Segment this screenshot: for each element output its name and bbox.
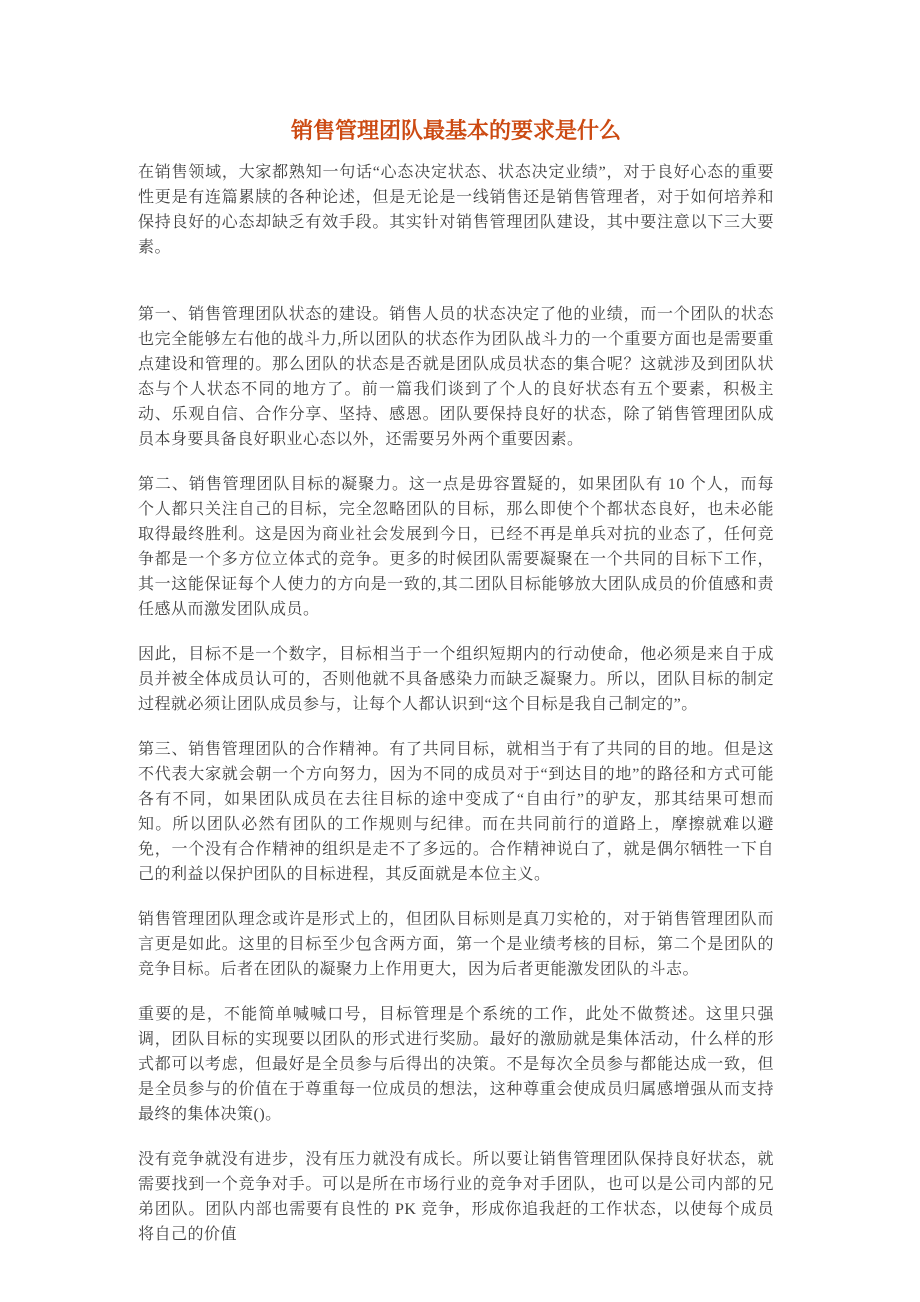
paragraph-point3-cooperation: 第三、销售管理团队的合作精神。有了共同目标，就相当于有了共同的目的地。但是这不代表大家就会朝一个方向努力，因为不同的成员对于“到达目的地”的路径和方式可能各有不同，如果团队成员在去往目标的途中变成了“自由行”的驴友，那其结果可想而知。所以团队必然有团队的工作规则与纪律。而在共同前行的道路上，摩擦就难以避免，一个没有合作精神的组织是走不了多远的。合作精神说白了，就是偶尔牺牲一下自己的利益以保护团队的目标进程，其反面就是本位主义。 xyxy=(138,741,774,883)
paragraph-goal-types: 销售管理团队理念或许是形式上的，但团队目标则是真刀实枪的，对于销售管理团队而言更是如此。这里的目标至少包含两方面，第一个是业绩考核的目标，第二个是团队的竞争目标。后者在团队的凝聚力上作用更大，因为后者更能激发团队的斗志。 xyxy=(138,911,774,978)
paragraph-point1-team-state: 第一、销售管理团队状态的建设。销售人员的状态决定了他的业绩，而一个团队的状态也完全能够左右他的战斗力,所以团队的状态作为团队战斗力的一个重要方面也是需要重点建设和管理的。那么团队的状态是否就是团队成员状态的集合呢？这就涉及到团队状态与个人状态不同的地方了。前一篇我们谈到了个人的良好状态有五个要素，积极主动、乐观自信、合作分享、坚持、感恩。团队要保持良好的状态，除了销售管理团队成员本身要具备良好职业心态以外，还需要另外两个重要因素。 xyxy=(138,306,774,448)
paragraph-intro: 在销售领域，大家都熟知一句话“心态决定状态、状态决定业绩”，对于良好心态的重要性更是有连篇累牍的各种论述，但是无论是一线销售还是销售管理者，对于如何培养和保持良好的心态却缺乏有效手段。其实针对销售管理团队建设，其中要注意以下三大要素。 xyxy=(138,164,774,256)
paragraph-goal-reward: 重要的是，不能简单喊喊口号，目标管理是个系统的工作，此处不做赘述。这里只强调，团队目标的实现要以团队的形式进行奖励。最好的激励就是集体活动，什么样的形式都可以考虑，但最好是全员参与后得出的决策。不是每次全员参与都能达成一致，但是全员参与的价值在于尊重每一位成员的想法，这种尊重会使成员归属感增强从而支持最终的集体决策()。 xyxy=(138,1006,774,1123)
paragraph-goal-mission: 因此，目标不是一个数字，目标相当于一个组织短期内的行动使命，他必须是来自于成员并被全体成员认可的，否则他就不具备感染力而缺乏凝聚力。所以，团队目标的制定过程就必须让团队成员参与，让每个人都认识到“这个目标是我自己制定的”。 xyxy=(138,646,774,713)
paragraph-point2-goal-cohesion: 第二、销售管理团队目标的凝聚力。这一点是毋容置疑的，如果团队有 10 个人，而每个人都只关注自己的目标，完全忽略团队的目标，那么即使个个都状态良好，也未必能取得最终胜利。这是因为商业社会发展到今日，已经不再是单兵对抗的业态了，任何竞争都是一个多方位立体式的竞争。更多的时候团队需要凝聚在一个共同的目标下工作，其一这能保证每个人使力的方向是一致的,其二团队目标能够放大团队成员的价值感和责任感从而激发团队成员。 xyxy=(138,476,774,618)
paragraph-competition: 没有竞争就没有进步，没有压力就没有成长。所以要让销售管理团队保持良好状态，就需要找到一个竞争对手。可以是所在市场行业的竞争对手团队，也可以是公司内部的兄弟团队。团队内部也需要有良性的 PK 竞争，形成你追我赶的工作状态，以使每个成员将自己的价值 xyxy=(138,1151,774,1243)
document-title: 销售管理团队最基本的要求是什么 xyxy=(290,118,621,143)
